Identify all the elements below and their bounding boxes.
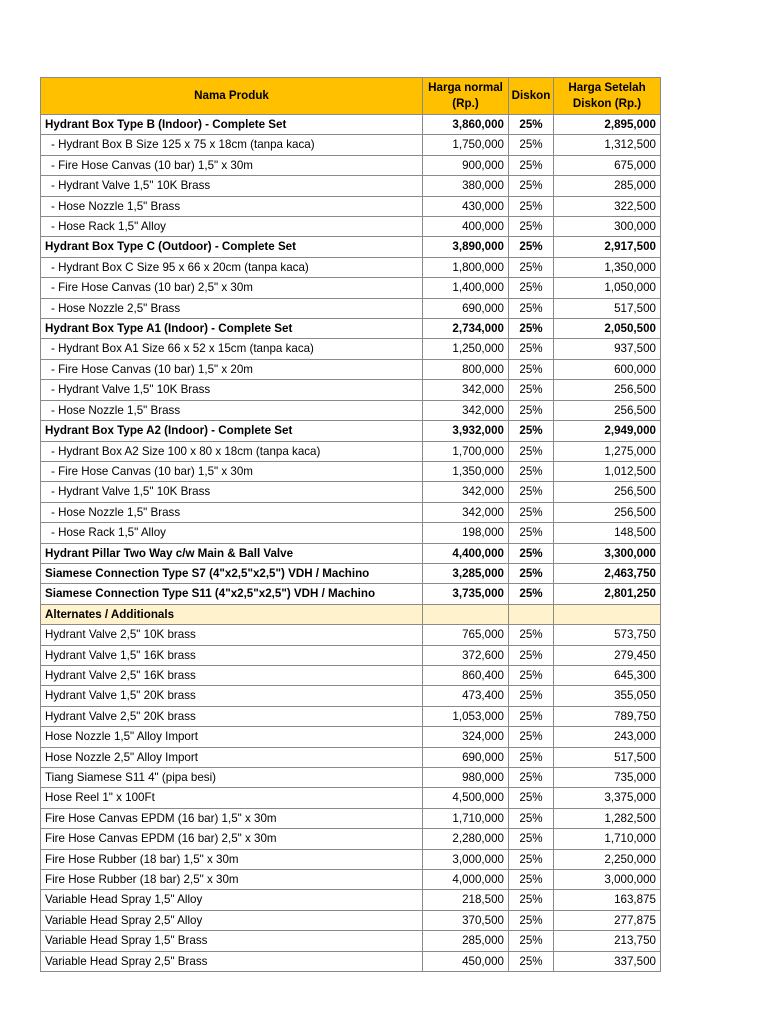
discount-cell: 25% [509,155,554,175]
discounted-price-cell: 1,350,000 [554,257,661,277]
table-row [41,502,661,522]
table-row [41,380,661,400]
discount-cell: 25% [509,400,554,420]
table-row [41,829,661,849]
discounted-price-cell: 256,500 [554,400,661,420]
discounted-price-cell: 517,500 [554,747,661,767]
discount-cell: 25% [509,298,554,318]
normal-price-cell: 400,000 [423,217,509,237]
discount-cell: 25% [509,665,554,685]
product-name-cell: Alternates / Additionals [41,604,423,624]
normal-price-cell: 342,000 [423,502,509,522]
discount-cell: 25% [509,645,554,665]
discount-cell: 25% [509,543,554,563]
normal-price-cell: 765,000 [423,625,509,645]
normal-price-cell: 4,500,000 [423,788,509,808]
product-name-cell: Hydrant Pillar Two Way c/w Main & Ball Valve [41,543,423,563]
discounted-price-cell: 735,000 [554,768,661,788]
table-row [41,686,661,706]
product-name-cell: - Hydrant Box C Size 95 x 66 x 20cm (tanpa kaca) [41,257,423,277]
discounted-price-cell: 277,875 [554,910,661,930]
discount-cell: 25% [509,870,554,890]
discounted-price-cell: 256,500 [554,482,661,502]
table-row [41,115,661,135]
table-row [41,441,661,461]
table-row [41,931,661,951]
discount-cell: 25% [509,176,554,196]
product-name-cell: - Hydrant Box A1 Size 66 x 52 x 15cm (tanpa kaca) [41,339,423,359]
product-name-cell: - Hose Rack 1,5" Alloy [41,217,423,237]
discount-cell: 25% [509,686,554,706]
table-row [41,808,661,828]
normal-price-cell: 342,000 [423,400,509,420]
discounted-price-cell: 355,050 [554,686,661,706]
discount-cell: 25% [509,359,554,379]
product-name-cell: Hose Reel 1" x 100Ft [41,788,423,808]
table-row [41,543,661,563]
table-row [41,482,661,502]
discount-cell: 25% [509,523,554,543]
product-name-cell: Variable Head Spray 2,5" Alloy [41,910,423,930]
product-name-cell: - Hydrant Valve 1,5" 10K Brass [41,482,423,502]
discounted-price-cell: 213,750 [554,931,661,951]
discounted-price-cell: 256,500 [554,380,661,400]
product-name-cell: - Fire Hose Canvas (10 bar) 1,5" x 20m [41,359,423,379]
normal-price-cell: 1,053,000 [423,706,509,726]
product-name-cell: Siamese Connection Type S7 (4"x2,5"x2,5") VDH / Machino [41,563,423,583]
discount-cell: 25% [509,788,554,808]
table-row [41,196,661,216]
product-name-cell: Hydrant Box Type B (Indoor) - Complete Set [41,115,423,135]
product-name-cell: - Fire Hose Canvas (10 bar) 1,5" x 30m [41,155,423,175]
product-name-cell: - Hose Nozzle 2,5" Brass [41,298,423,318]
normal-price-cell: 800,000 [423,359,509,379]
product-name-cell: Fire Hose Canvas EPDM (16 bar) 1,5" x 30m [41,808,423,828]
normal-price-cell: 473,400 [423,686,509,706]
discounted-price-cell: 645,300 [554,665,661,685]
table-row [41,135,661,155]
normal-price-cell: 3,860,000 [423,115,509,135]
normal-price-cell: 380,000 [423,176,509,196]
product-name-cell: Variable Head Spray 2,5" Brass [41,951,423,971]
table-row [41,298,661,318]
normal-price-cell: 690,000 [423,298,509,318]
product-name-cell: Hose Nozzle 1,5" Alloy Import [41,727,423,747]
discounted-price-cell: 243,000 [554,727,661,747]
discounted-price-cell: 600,000 [554,359,661,379]
normal-price-cell: 430,000 [423,196,509,216]
table-row [41,176,661,196]
discounted-price-cell: 1,312,500 [554,135,661,155]
header-discount: Diskon [509,78,554,115]
normal-price-cell: 1,710,000 [423,808,509,828]
header-product: Nama Produk [41,78,423,115]
discount-cell: 25% [509,339,554,359]
table-row [41,625,661,645]
normal-price-cell: 1,700,000 [423,441,509,461]
product-name-cell: Hydrant Valve 1,5" 16K brass [41,645,423,665]
discount-cell: 25% [509,625,554,645]
product-name-cell: Fire Hose Rubber (18 bar) 2,5" x 30m [41,870,423,890]
table-row [41,951,661,971]
discounted-price-cell: 285,000 [554,176,661,196]
table-body [41,115,661,972]
product-name-cell: Variable Head Spray 1,5" Brass [41,931,423,951]
discount-cell: 25% [509,380,554,400]
table-row [41,788,661,808]
discounted-price-cell: 2,463,750 [554,563,661,583]
table-row [41,727,661,747]
discount-cell: 25% [509,421,554,441]
discount-cell: 25% [509,563,554,583]
discounted-price-cell: 1,282,500 [554,808,661,828]
discounted-price-cell: 300,000 [554,217,661,237]
product-name-cell: - Hydrant Box B Size 125 x 75 x 18cm (tanpa kaca) [41,135,423,155]
normal-price-cell: 342,000 [423,482,509,502]
product-name-cell: - Hose Nozzle 1,5" Brass [41,400,423,420]
discount-cell: 25% [509,747,554,767]
discounted-price-cell: 1,275,000 [554,441,661,461]
discount-cell: 25% [509,257,554,277]
discount-cell: 25% [509,910,554,930]
normal-price-cell: 342,000 [423,380,509,400]
table-row [41,319,661,339]
discounted-price-cell [554,604,661,624]
product-name-cell: Hydrant Valve 2,5" 20K brass [41,706,423,726]
product-name-cell: Hydrant Box Type C (Outdoor) - Complete Set [41,237,423,257]
discount-cell: 25% [509,951,554,971]
discounted-price-cell: 2,801,250 [554,584,661,604]
discount-cell: 25% [509,768,554,788]
table-row [41,910,661,930]
product-name-cell: - Fire Hose Canvas (10 bar) 1,5" x 30m [41,461,423,481]
table-row [41,849,661,869]
discounted-price-cell: 573,750 [554,625,661,645]
table-row [41,217,661,237]
table-row [41,237,661,257]
product-name-cell: - Hose Nozzle 1,5" Brass [41,502,423,522]
table-row [41,870,661,890]
table-row [41,665,661,685]
header-normal-price: Harga normal (Rp.) [423,78,509,115]
discounted-price-cell: 163,875 [554,890,661,910]
discount-cell: 25% [509,217,554,237]
normal-price-cell: 2,280,000 [423,829,509,849]
discounted-price-cell: 675,000 [554,155,661,175]
discount-cell: 25% [509,808,554,828]
product-name-cell: Hydrant Box Type A2 (Indoor) - Complete Set [41,421,423,441]
normal-price-cell: 285,000 [423,931,509,951]
table-row [41,563,661,583]
table-row [41,421,661,441]
normal-price-cell: 980,000 [423,768,509,788]
discounted-price-cell: 2,895,000 [554,115,661,135]
discounted-price-cell: 2,250,000 [554,849,661,869]
table-row [41,706,661,726]
table-row [41,359,661,379]
normal-price-cell: 900,000 [423,155,509,175]
table-row [41,645,661,665]
discount-cell: 25% [509,278,554,298]
normal-price-cell: 3,000,000 [423,849,509,869]
discount-cell [509,604,554,624]
discounted-price-cell: 279,450 [554,645,661,665]
product-name-cell: Hydrant Valve 1,5" 20K brass [41,686,423,706]
discounted-price-cell: 337,500 [554,951,661,971]
normal-price-cell: 3,735,000 [423,584,509,604]
normal-price-cell: 370,500 [423,910,509,930]
product-name-cell: Fire Hose Rubber (18 bar) 1,5" x 30m [41,849,423,869]
discount-cell: 25% [509,482,554,502]
header-discounted-price: Harga Setelah Diskon (Rp.) [554,78,661,115]
discounted-price-cell: 2,050,500 [554,319,661,339]
product-name-cell: - Hose Nozzle 1,5" Brass [41,196,423,216]
normal-price-cell: 860,400 [423,665,509,685]
product-name-cell: Variable Head Spray 1,5" Alloy [41,890,423,910]
discounted-price-cell: 1,710,000 [554,829,661,849]
table-row [41,339,661,359]
product-name-cell: Hose Nozzle 2,5" Alloy Import [41,747,423,767]
table-row [41,400,661,420]
product-name-cell: - Hydrant Valve 1,5" 10K Brass [41,176,423,196]
price-table [40,77,661,972]
discounted-price-cell: 3,000,000 [554,870,661,890]
normal-price-cell: 1,800,000 [423,257,509,277]
discounted-price-cell: 517,500 [554,298,661,318]
normal-price-cell: 372,600 [423,645,509,665]
normal-price-cell: 1,400,000 [423,278,509,298]
discount-cell: 25% [509,135,554,155]
header-row [41,78,661,115]
normal-price-cell: 1,350,000 [423,461,509,481]
table-header [41,78,661,115]
discounted-price-cell: 148,500 [554,523,661,543]
normal-price-cell: 218,500 [423,890,509,910]
discounted-price-cell: 3,375,000 [554,788,661,808]
product-name-cell: Fire Hose Canvas EPDM (16 bar) 2,5" x 30m [41,829,423,849]
discounted-price-cell: 937,500 [554,339,661,359]
discount-cell: 25% [509,849,554,869]
table-row [41,257,661,277]
product-name-cell: - Fire Hose Canvas (10 bar) 2,5" x 30m [41,278,423,298]
table-row [41,278,661,298]
discount-cell: 25% [509,502,554,522]
discounted-price-cell: 1,012,500 [554,461,661,481]
discounted-price-cell: 2,949,000 [554,421,661,441]
discount-cell: 25% [509,319,554,339]
normal-price-cell: 3,285,000 [423,563,509,583]
discount-cell: 25% [509,441,554,461]
product-name-cell: - Hydrant Box A2 Size 100 x 80 x 18cm (tanpa kaca) [41,441,423,461]
product-name-cell: - Hydrant Valve 1,5" 10K Brass [41,380,423,400]
normal-price-cell: 4,400,000 [423,543,509,563]
normal-price-cell: 324,000 [423,727,509,747]
discounted-price-cell: 1,050,000 [554,278,661,298]
product-name-cell: Tiang Siamese S11 4" (pipa besi) [41,768,423,788]
discounted-price-cell: 322,500 [554,196,661,216]
discounted-price-cell: 789,750 [554,706,661,726]
normal-price-cell: 4,000,000 [423,870,509,890]
table-row [41,584,661,604]
table-row [41,155,661,175]
product-name-cell: - Hose Rack 1,5" Alloy [41,523,423,543]
discount-cell: 25% [509,931,554,951]
table-row [41,523,661,543]
normal-price-cell: 2,734,000 [423,319,509,339]
normal-price-cell: 1,750,000 [423,135,509,155]
discount-cell: 25% [509,727,554,747]
discount-cell: 25% [509,196,554,216]
discount-cell: 25% [509,706,554,726]
table-row [41,768,661,788]
product-name-cell: Siamese Connection Type S11 (4"x2,5"x2,5") VDH / Machino [41,584,423,604]
product-name-cell: Hydrant Box Type A1 (Indoor) - Complete Set [41,319,423,339]
normal-price-cell: 3,932,000 [423,421,509,441]
normal-price-cell: 450,000 [423,951,509,971]
normal-price-cell: 1,250,000 [423,339,509,359]
table-row [41,890,661,910]
price-table-container [40,77,660,972]
normal-price-cell: 690,000 [423,747,509,767]
normal-price-cell [423,604,509,624]
product-name-cell: Hydrant Valve 2,5" 16K brass [41,665,423,685]
section-row [41,604,661,624]
normal-price-cell: 198,000 [423,523,509,543]
discount-cell: 25% [509,829,554,849]
discounted-price-cell: 2,917,500 [554,237,661,257]
discounted-price-cell: 256,500 [554,502,661,522]
discount-cell: 25% [509,890,554,910]
discount-cell: 25% [509,115,554,135]
product-name-cell: Hydrant Valve 2,5" 10K brass [41,625,423,645]
discount-cell: 25% [509,584,554,604]
discount-cell: 25% [509,237,554,257]
discount-cell: 25% [509,461,554,481]
discounted-price-cell: 3,300,000 [554,543,661,563]
normal-price-cell: 3,890,000 [423,237,509,257]
table-row [41,461,661,481]
table-row [41,747,661,767]
